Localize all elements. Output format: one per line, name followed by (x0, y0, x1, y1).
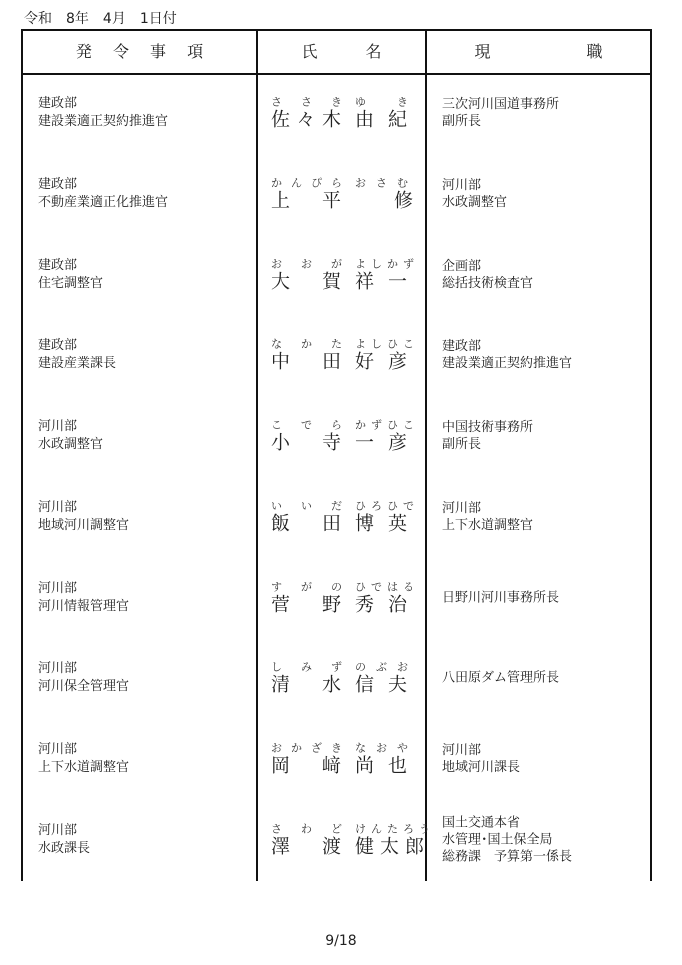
current-position-cell (442, 419, 533, 453)
current-position-cell (442, 589, 559, 606)
appointment-line: 建設業適正契約推進官 (38, 114, 169, 130)
name-given-part: 祥一 (355, 270, 413, 293)
name-cell (271, 96, 413, 131)
appointment-cell (38, 337, 116, 373)
furigana-given-part: のぶお (355, 660, 413, 674)
table-row (23, 477, 650, 558)
current-position-line: 国土交通本省 (442, 815, 521, 831)
current-position-cell (442, 338, 572, 372)
person-name (271, 754, 413, 776)
furigana-family-part: しみず (271, 660, 347, 674)
current-position-cell (442, 177, 507, 211)
table-row (23, 73, 650, 154)
name-family-part: 小寺 (271, 431, 347, 454)
name-given-part: 修 (393, 189, 413, 212)
issue-date: 令和 8年 4月 1日付 (24, 11, 177, 27)
table-row (23, 557, 650, 638)
current-position-line: 水政調整官 (442, 195, 508, 211)
name-given-part: 由紀 (355, 108, 413, 131)
appointment-line: 不動産業適正化推進官 (38, 195, 169, 211)
appointment-line: 建政部 (38, 177, 78, 193)
current-position-cell (442, 500, 533, 534)
name-family-part: 中田 (271, 350, 347, 373)
table-row (23, 396, 650, 477)
appointment-cell (38, 741, 129, 777)
header-appointment: 発 令 事 項 (75, 42, 204, 61)
page-number: 9/18 (325, 933, 357, 949)
person-name (271, 351, 413, 373)
name-family-part: 大賀 (271, 270, 347, 293)
appointment-line: 河川情報管理官 (38, 598, 130, 614)
appointment-cell (38, 580, 129, 616)
appointment-line: 建設産業課長 (38, 356, 117, 372)
name-given-part: 秀治 (355, 593, 413, 616)
furigana-given-part: けんたろう (355, 822, 435, 836)
appointment-cell (38, 418, 103, 454)
name-given-part: 尚也 (355, 754, 413, 777)
furigana-given-part: ひではる (355, 580, 419, 594)
furigana-given-part: よしかず (355, 257, 419, 271)
name-cell (271, 499, 419, 535)
name-given-part: 一彦 (355, 431, 413, 454)
furigana-reading (271, 741, 413, 754)
person-name (271, 432, 413, 454)
person-name (271, 190, 413, 212)
person-name (271, 674, 413, 696)
furigana-reading (271, 177, 413, 190)
furigana-family-part: さわど (271, 822, 347, 836)
name-family-part: 澤渡 (271, 835, 347, 858)
appointment-line: 住宅調整官 (38, 275, 104, 291)
person-name (271, 835, 431, 858)
person-name (271, 270, 413, 292)
current-position-line: 企画部 (442, 258, 482, 274)
name-cell (271, 177, 413, 212)
furigana-family-part: すがの (271, 580, 347, 594)
furigana-family-part: かんぴら (271, 176, 347, 190)
current-position-line: 地域河川課長 (442, 759, 521, 775)
appointment-line: 河川部 (38, 499, 78, 515)
appointment-line: 河川部 (38, 580, 78, 596)
furigana-family-part: なかた (271, 337, 347, 351)
name-cell (271, 822, 435, 858)
current-position-line: 水管理･国土保全局 (442, 832, 553, 848)
person-name (271, 109, 413, 131)
person-name (271, 593, 413, 615)
name-cell (271, 580, 419, 616)
name-family-part: 飯田 (271, 512, 347, 535)
furigana-family-part: こでら (271, 418, 347, 432)
furigana-given-part: おさむ (355, 176, 413, 190)
current-position-cell (442, 258, 533, 292)
appointment-line: 水政課長 (38, 840, 91, 856)
appointment-line: 建政部 (38, 96, 78, 112)
current-position-cell (442, 670, 559, 687)
person-name (271, 512, 413, 534)
name-family-part: 佐々木 (271, 108, 347, 131)
table-row (23, 799, 650, 880)
current-position-line: 副所長 (442, 114, 482, 130)
furigana-given-part: かずひこ (355, 418, 419, 432)
name-given-part: 信夫 (355, 673, 413, 696)
table-row (23, 638, 650, 719)
appointment-line: 上下水道調整官 (38, 759, 130, 775)
current-position-line: 三次河川国道事務所 (442, 97, 560, 113)
furigana-family-part: いいだ (271, 499, 347, 513)
name-cell (271, 418, 419, 454)
table-row (23, 154, 650, 235)
appointment-line: 河川部 (38, 661, 78, 677)
current-position-line: 八田原ダム管理所長 (442, 670, 560, 686)
furigana-given-part: ひろひで (355, 499, 419, 513)
current-position-line: 建政部 (442, 339, 482, 355)
current-position-cell (442, 96, 559, 130)
furigana-given-part: なおや (355, 741, 413, 755)
name-family-part: 菅野 (271, 593, 347, 616)
header-name: 氏 名 (301, 42, 382, 61)
current-position-line: 副所長 (442, 437, 482, 453)
name-cell (271, 661, 413, 696)
furigana-family-part: ささき (271, 95, 347, 109)
current-position-line: 中国技術事務所 (442, 420, 534, 436)
name-given-part: 博英 (355, 512, 413, 535)
appointment-cell (38, 176, 168, 212)
current-position-line: 総括技術検査官 (442, 275, 534, 291)
name-given-part: 健太郎 (355, 835, 431, 858)
furigana-reading (271, 499, 419, 513)
furigana-reading (271, 822, 435, 836)
furigana-reading (271, 661, 413, 674)
furigana-reading (271, 96, 413, 109)
current-position-line: 日野川河川事務所長 (442, 590, 560, 606)
furigana-family-part: おおが (271, 257, 347, 271)
name-family-part: 岡﨑 (271, 754, 347, 777)
appointment-line: 地域河川調整官 (38, 517, 130, 533)
appointment-cell (38, 257, 103, 293)
furigana-reading (271, 257, 419, 271)
appointment-line: 河川部 (38, 419, 78, 435)
current-position-cell (442, 814, 572, 865)
current-position-line: 上下水道調整官 (442, 517, 534, 533)
current-position-line: 総務課 予算第一係長 (442, 849, 573, 865)
current-position-line: 河川部 (442, 500, 482, 516)
appointment-line: 建政部 (38, 257, 78, 273)
table-header (23, 31, 650, 75)
current-position-line: 河川部 (442, 742, 482, 758)
name-cell (271, 337, 419, 373)
appointment-line: 水政調整官 (38, 437, 104, 453)
appointment-cell (38, 499, 129, 535)
appointment-cell (38, 822, 90, 858)
furigana-reading (271, 337, 419, 351)
appointment-line: 河川部 (38, 822, 78, 838)
current-position-line: 建設業適正契約推進官 (442, 356, 573, 372)
furigana-given-part: よしひこ (355, 337, 419, 351)
name-given-part: 好彦 (355, 350, 413, 373)
furigana-reading (271, 580, 419, 594)
appointment-cell (38, 95, 168, 131)
furigana-given-part: ゆき (355, 95, 413, 109)
appointment-cell (38, 660, 129, 696)
appointment-line: 河川保全管理官 (38, 679, 130, 695)
appointment-line: 建政部 (38, 338, 78, 354)
header-current-position: 現 職 (474, 42, 603, 61)
furigana-reading (271, 418, 419, 432)
current-position-cell (442, 742, 520, 776)
name-family-part: 上平 (271, 189, 347, 212)
table-row (23, 315, 650, 396)
table-row (23, 234, 650, 315)
name-cell (271, 257, 419, 293)
table-row (23, 719, 650, 800)
name-family-part: 清水 (271, 673, 347, 696)
furigana-family-part: おかざき (271, 741, 347, 755)
appointment-line: 河川部 (38, 741, 78, 757)
name-cell (271, 741, 413, 776)
current-position-line: 河川部 (442, 178, 482, 194)
personnel-table (21, 29, 652, 881)
